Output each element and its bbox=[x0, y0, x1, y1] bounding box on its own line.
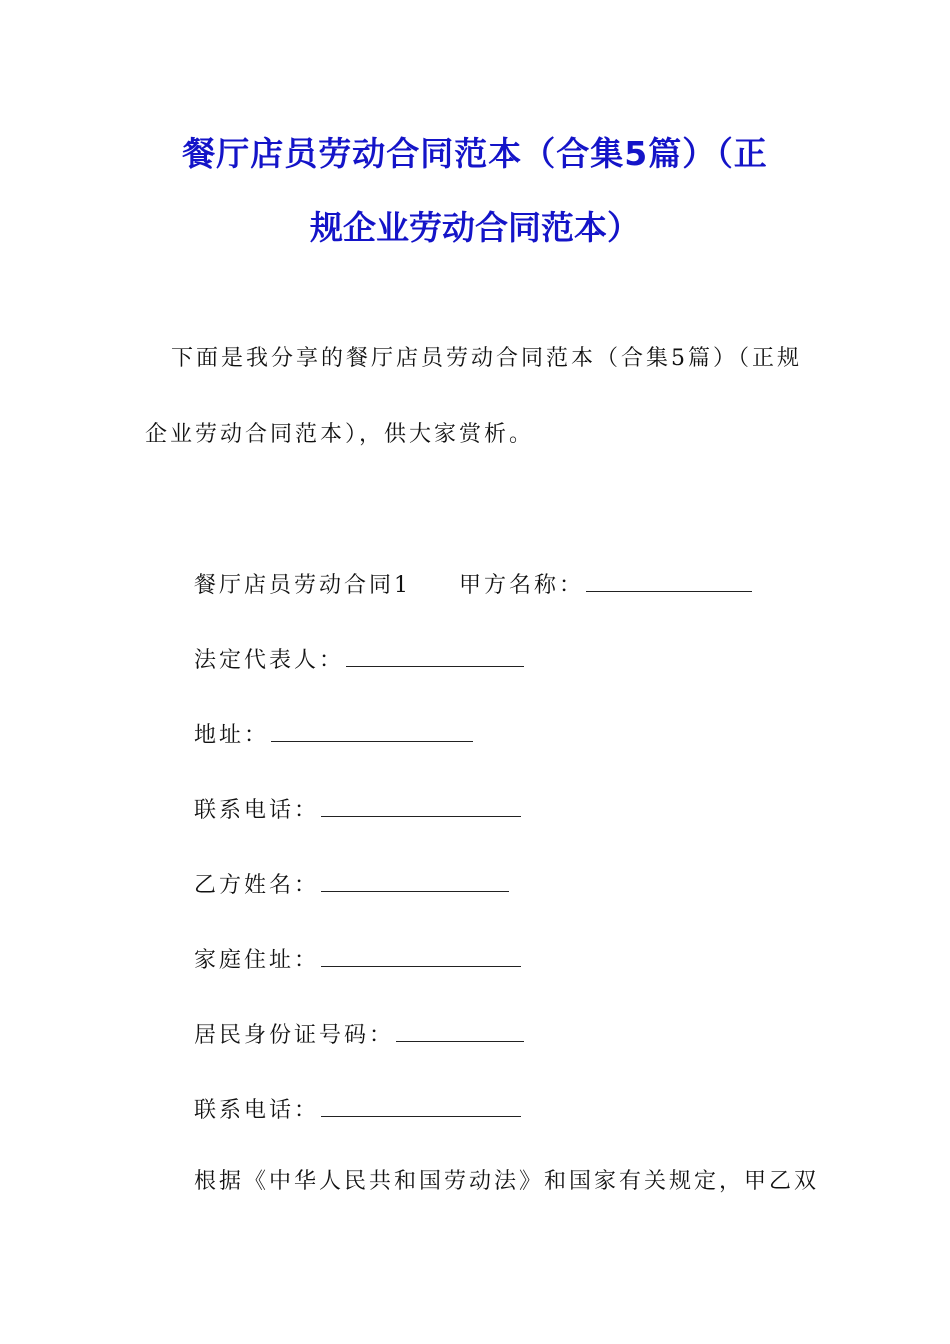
party-a-name-label: 甲方名称： bbox=[459, 573, 585, 598]
document-title-line-2: 规企业劳动合同范本） bbox=[310, 208, 640, 247]
phone-a-label: 联系电话： bbox=[194, 798, 320, 823]
id-number-label: 居民身份证号码： bbox=[194, 1023, 395, 1048]
party-b-name-row bbox=[194, 869, 509, 901]
legal-rep-blank bbox=[346, 644, 524, 667]
document-title-line-1: 餐厅店员劳动合同范本（合集5篇）（正 bbox=[182, 134, 768, 173]
legal-rep-row bbox=[194, 644, 524, 676]
intro-paragraph-line-1: 下面是我分享的餐厅店员劳动合同范本（合集5篇）（正规 bbox=[171, 346, 802, 371]
phone-b-row bbox=[194, 1094, 521, 1126]
address-blank bbox=[271, 719, 473, 742]
contract-heading-row bbox=[194, 569, 752, 601]
closing-line: 根据《中华人民共和国劳动法》和国家有关规定，甲乙双 bbox=[194, 1169, 820, 1194]
phone-b-blank bbox=[321, 1094, 521, 1117]
party-b-name-blank bbox=[321, 869, 509, 892]
home-address-label: 家庭住址： bbox=[194, 948, 320, 973]
phone-b-label: 联系电话： bbox=[194, 1098, 320, 1123]
home-address-row bbox=[194, 944, 521, 976]
contract-heading: 餐厅店员劳动合同1 bbox=[194, 573, 411, 598]
intro-paragraph-line-2: 企业劳动合同范本），供大家赏析。 bbox=[145, 422, 535, 447]
home-address-blank bbox=[321, 944, 521, 967]
phone-a-row bbox=[194, 794, 521, 826]
legal-rep-label: 法定代表人： bbox=[194, 648, 345, 673]
party-b-name-label: 乙方姓名： bbox=[194, 873, 320, 898]
phone-a-blank bbox=[321, 794, 521, 817]
address-row bbox=[194, 719, 473, 751]
party-a-name-blank bbox=[586, 569, 752, 592]
address-label: 地址： bbox=[194, 723, 270, 748]
id-number-row bbox=[194, 1019, 524, 1051]
id-number-blank bbox=[396, 1019, 524, 1042]
